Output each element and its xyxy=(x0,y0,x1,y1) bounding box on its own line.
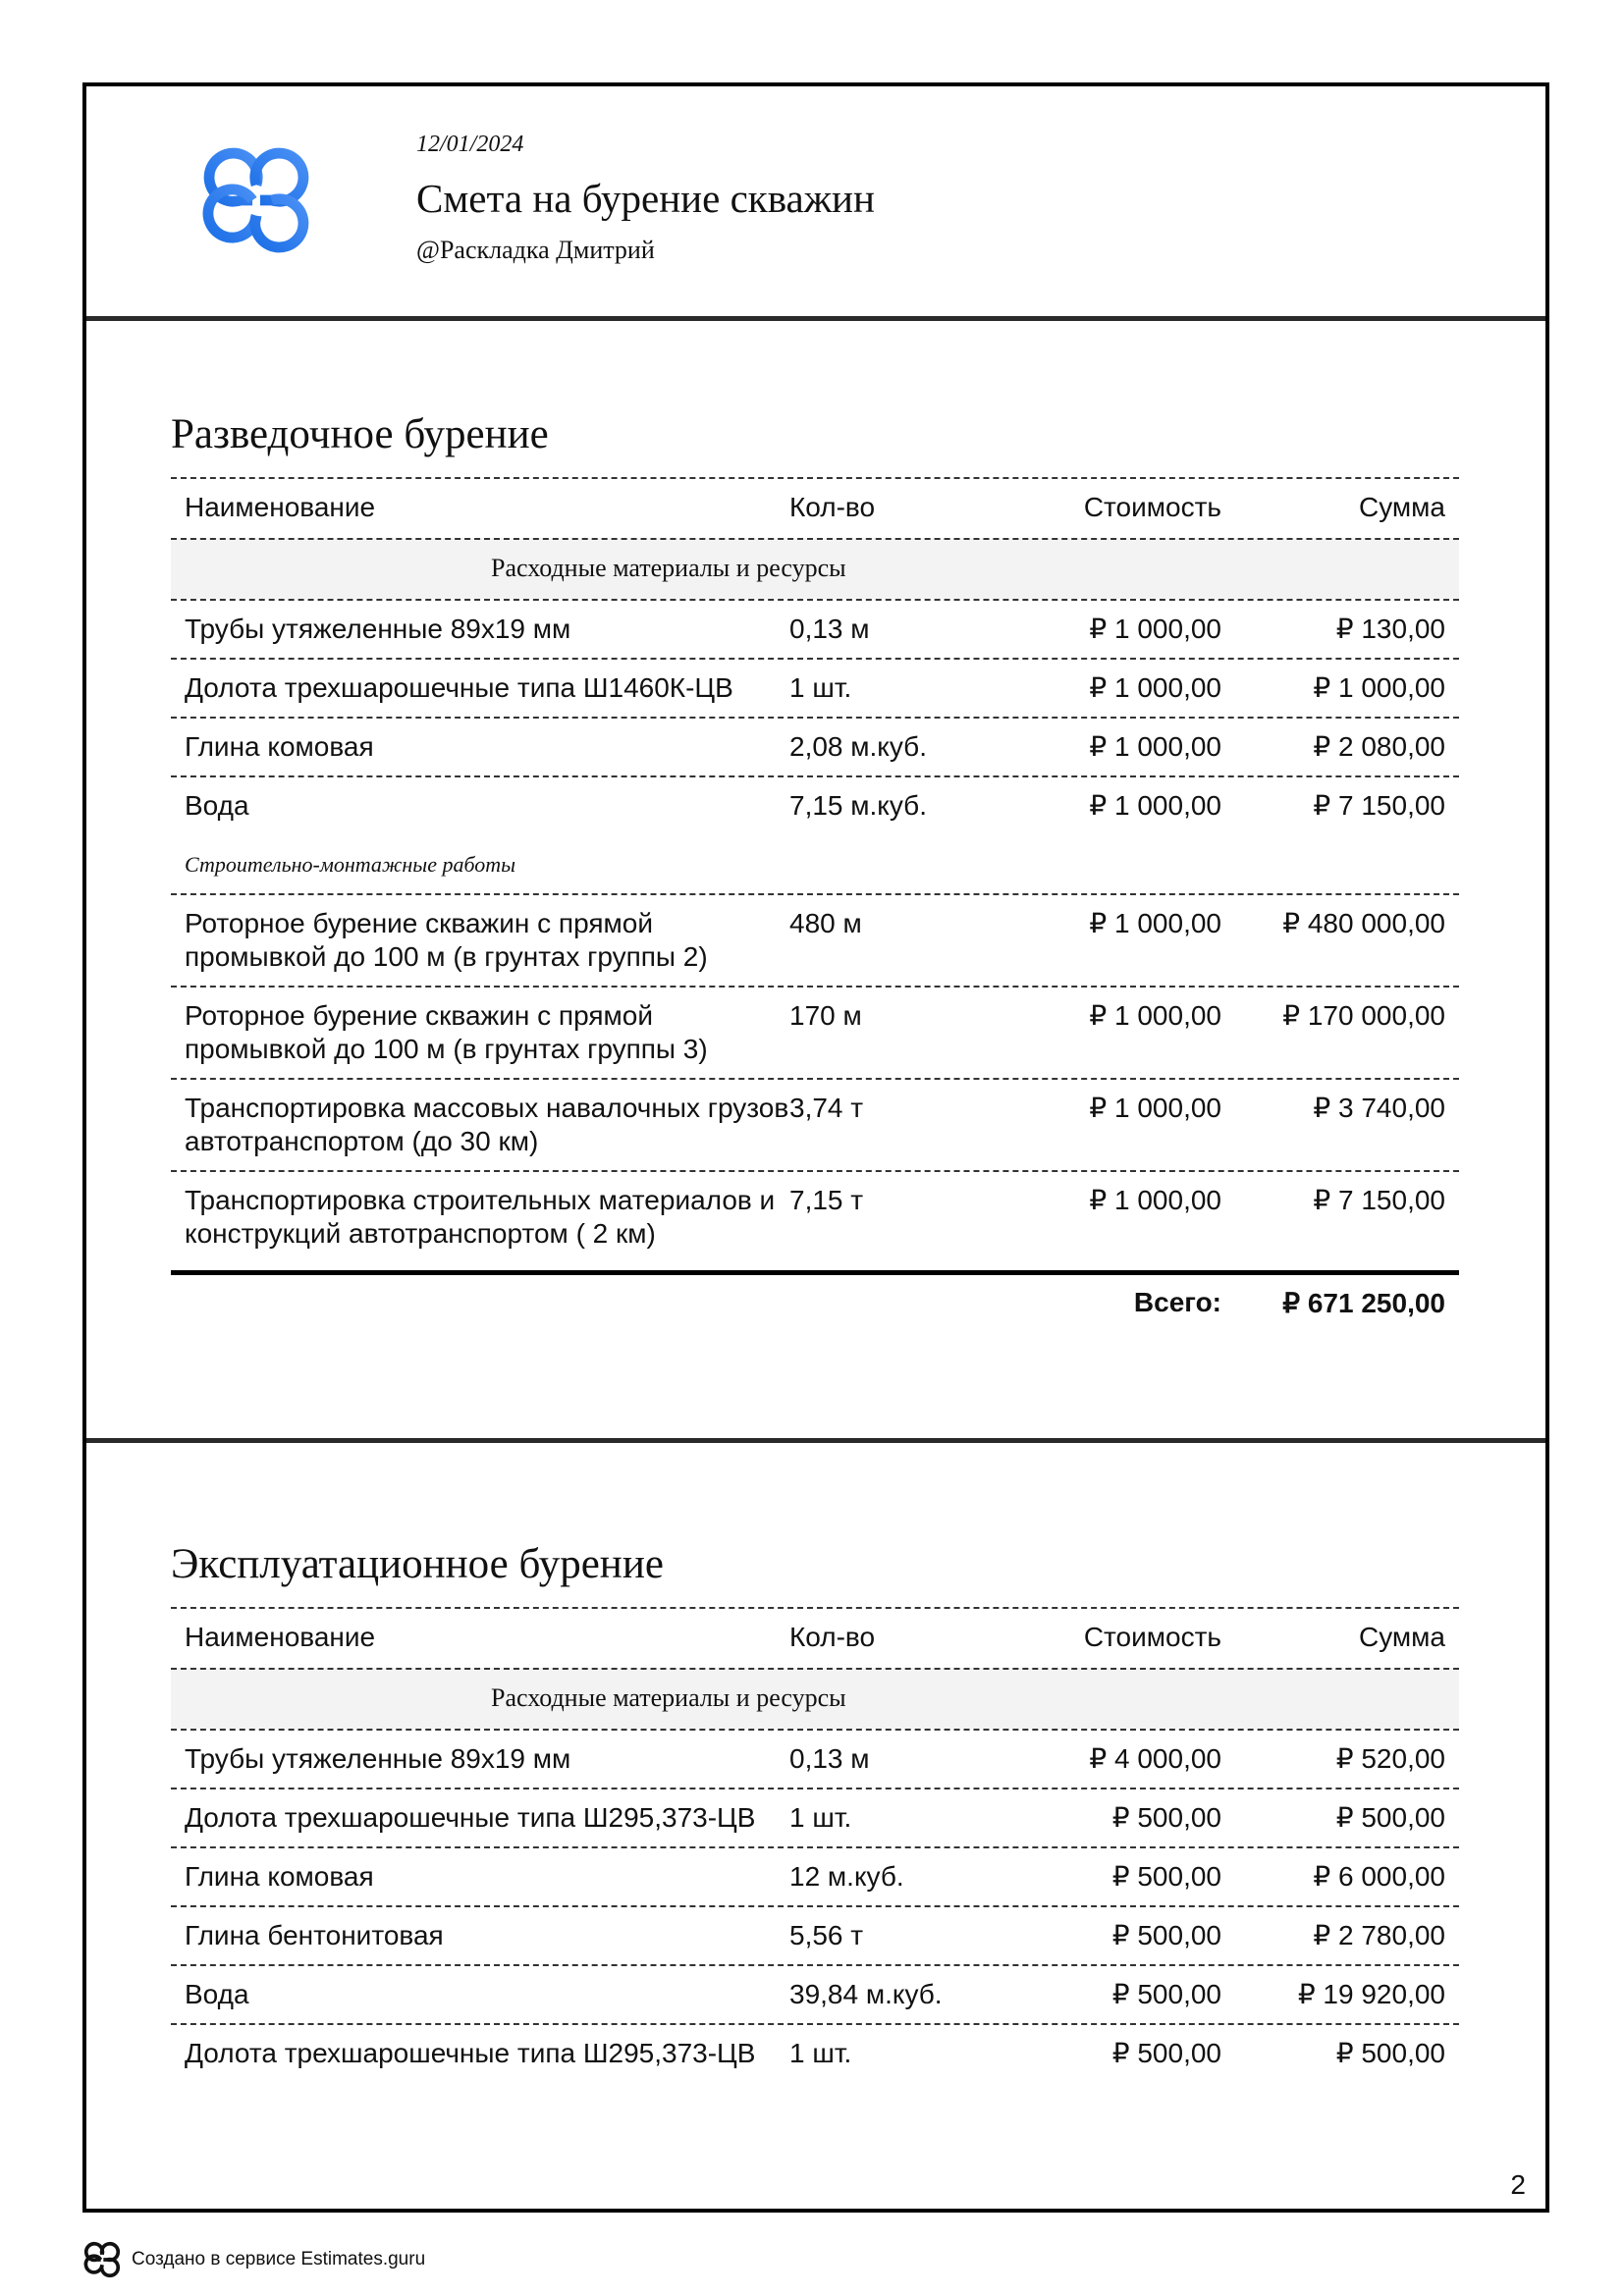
column-header-name: Наименование xyxy=(185,492,376,522)
item-sum: ₽ 170 000,00 xyxy=(1282,1000,1445,1031)
item-name: Транспортировка массовых навалочных грузов автотранспортом (до 30 км) xyxy=(185,1093,789,1156)
category-row xyxy=(171,1668,1459,1729)
document-date: 12/01/2024 xyxy=(416,132,524,157)
item-price: ₽ 500,00 xyxy=(1111,1802,1221,1833)
document-header xyxy=(86,86,1545,321)
table-row xyxy=(171,2023,1459,2082)
item-price: ₽ 500,00 xyxy=(1111,1979,1221,2009)
item-price: ₽ 1 000,00 xyxy=(1089,614,1221,644)
column-header-qty: Кол-во xyxy=(789,1622,876,1652)
item-sum: ₽ 7 150,00 xyxy=(1313,790,1445,821)
item-qty: 0,13 м xyxy=(789,614,870,644)
document-title: Смета на бурение скважин xyxy=(416,176,875,221)
table-row xyxy=(171,599,1459,658)
item-sum: ₽ 19 920,00 xyxy=(1297,1979,1445,2009)
item-sum: ₽ 7 150,00 xyxy=(1313,1185,1445,1215)
table-row xyxy=(171,717,1459,775)
table-row xyxy=(171,1846,1459,1905)
item-qty: 1 шт. xyxy=(789,2038,852,2068)
total-label: Всего: xyxy=(1133,1287,1221,1317)
table-header-row xyxy=(171,1607,1459,1668)
item-name: Трубы утяжеленные 89х19 мм xyxy=(185,614,571,644)
footer-credit xyxy=(82,2240,425,2279)
table-row xyxy=(171,1964,1459,2023)
estimates-clover-logo-icon xyxy=(82,2240,122,2279)
column-header-name: Наименование xyxy=(185,1622,376,1652)
item-qty: 12 м.куб. xyxy=(789,1861,904,1892)
item-qty: 7,15 м.куб. xyxy=(789,790,927,821)
section-title: Эксплуатационное бурение xyxy=(171,1541,664,1587)
item-sum: ₽ 480 000,00 xyxy=(1282,908,1445,938)
item-price: ₽ 4 000,00 xyxy=(1089,1743,1221,1774)
column-header-sum: Сумма xyxy=(1359,492,1445,522)
section-divider xyxy=(86,1438,1545,1443)
total-row xyxy=(171,1275,1459,1319)
item-sum: ₽ 500,00 xyxy=(1335,1802,1445,1833)
table-row xyxy=(171,893,1459,986)
item-qty: 170 м xyxy=(789,1000,862,1031)
item-name: Глина комовая xyxy=(185,1861,374,1892)
table-row xyxy=(171,986,1459,1078)
item-sum: ₽ 520,00 xyxy=(1335,1743,1445,1774)
table-header-row xyxy=(171,477,1459,538)
item-name: Вода xyxy=(185,1979,249,2009)
item-qty: 39,84 м.куб. xyxy=(789,1979,943,2009)
item-name: Роторное бурение скважин с прямой промывкой до 100 м (в грунтах группы 3) xyxy=(185,1000,708,1064)
item-price: ₽ 500,00 xyxy=(1111,1920,1221,1950)
subcategory-row xyxy=(171,834,1459,893)
footer-text[interactable]: Создано в сервисе Estimates.guru xyxy=(132,2249,426,2269)
table-row xyxy=(171,1788,1459,1846)
item-name: Глина комовая xyxy=(185,731,374,762)
section-title: Разведочное бурение xyxy=(171,411,549,457)
item-price: ₽ 1 000,00 xyxy=(1089,1093,1221,1123)
item-sum: ₽ 3 740,00 xyxy=(1313,1093,1445,1123)
item-name: Глина бентонитовая xyxy=(185,1920,444,1950)
section-production-drilling xyxy=(171,1530,1459,2082)
column-header-sum: Сумма xyxy=(1359,1622,1445,1652)
table-row xyxy=(171,1729,1459,1788)
item-qty: 7,15 т xyxy=(789,1185,864,1215)
column-header-qty: Кол-во xyxy=(789,492,876,522)
subcategory-label: Строительно-монтажные работы xyxy=(185,852,516,877)
item-name: Долота трехшарошечные типа Ш1460К-ЦВ xyxy=(185,672,733,703)
item-price: ₽ 1 000,00 xyxy=(1089,1000,1221,1031)
item-name: Роторное бурение скважин с прямой промывкой до 100 м (в грунтах группы 2) xyxy=(185,908,708,972)
table-row xyxy=(171,1905,1459,1964)
item-name: Вода xyxy=(185,790,249,821)
item-name: Долота трехшарошечные типа Ш295,373-ЦВ xyxy=(185,1802,756,1833)
item-qty: 1 шт. xyxy=(789,672,852,703)
category-row xyxy=(171,538,1459,599)
document-page xyxy=(82,82,1549,2213)
item-price: ₽ 1 000,00 xyxy=(1089,908,1221,938)
item-sum: ₽ 6 000,00 xyxy=(1313,1861,1445,1892)
item-sum: ₽ 130,00 xyxy=(1335,614,1445,644)
item-price: ₽ 1 000,00 xyxy=(1089,672,1221,703)
item-qty: 1 шт. xyxy=(789,1802,852,1833)
page-number: 2 xyxy=(1510,2169,1526,2200)
item-price: ₽ 1 000,00 xyxy=(1089,790,1221,821)
item-price: ₽ 500,00 xyxy=(1111,2038,1221,2068)
total-value: ₽ 671 250,00 xyxy=(1282,1288,1445,1318)
item-qty: 480 м xyxy=(789,908,862,938)
item-price: ₽ 1 000,00 xyxy=(1089,731,1221,762)
item-sum: ₽ 500,00 xyxy=(1335,2038,1445,2068)
item-name: Транспортировка строительных материалов и конструкций автотранспортом ( 2 км) xyxy=(185,1185,776,1249)
item-sum: ₽ 1 000,00 xyxy=(1313,672,1445,703)
table-row xyxy=(171,775,1459,834)
column-header-price: Стоимость xyxy=(1083,492,1221,522)
table-row xyxy=(171,658,1459,717)
item-price: ₽ 1 000,00 xyxy=(1089,1185,1221,1215)
item-name: Долота трехшарошечные типа Ш295,373-ЦВ xyxy=(185,2038,756,2068)
table-row xyxy=(171,1170,1459,1262)
item-sum: ₽ 2 780,00 xyxy=(1313,1920,1445,1950)
estimates-clover-logo-icon xyxy=(198,142,314,258)
item-sum: ₽ 2 080,00 xyxy=(1313,731,1445,762)
document-author: @Раскладка Дмитрий xyxy=(416,236,655,264)
item-qty: 5,56 т xyxy=(789,1920,864,1950)
category-label: Расходные материалы и ресурсы xyxy=(491,554,846,582)
category-label: Расходные материалы и ресурсы xyxy=(491,1683,846,1712)
column-header-price: Стоимость xyxy=(1083,1622,1221,1652)
item-qty: 3,74 т xyxy=(789,1093,864,1123)
item-qty: 0,13 м xyxy=(789,1743,870,1774)
section-exploration-drilling xyxy=(171,400,1459,1319)
item-qty: 2,08 м.куб. xyxy=(789,731,927,762)
table-row xyxy=(171,1078,1459,1170)
item-name: Трубы утяжеленные 89х19 мм xyxy=(185,1743,571,1774)
item-price: ₽ 500,00 xyxy=(1111,1861,1221,1892)
